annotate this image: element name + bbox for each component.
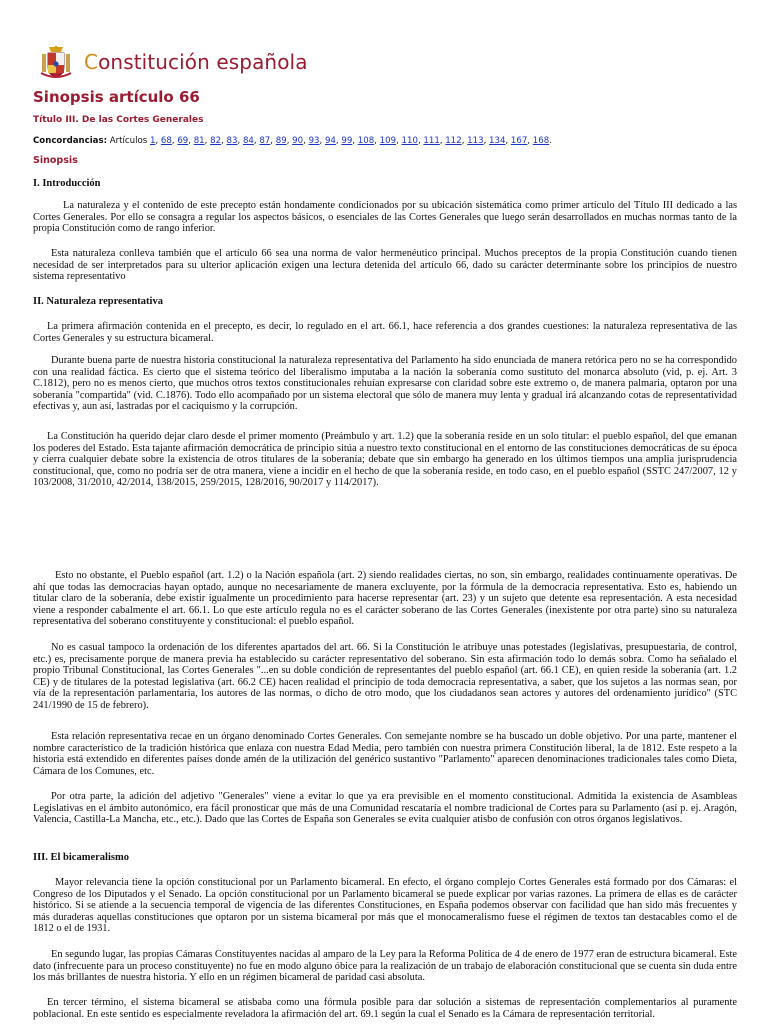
article-link[interactable]: 113 — [467, 136, 484, 146]
page-title: Sinopsis artículo 66 — [33, 88, 200, 106]
article-link[interactable]: 99 — [341, 136, 353, 146]
concordancias-line: Concordancias: Artículos 1, 68, 69, 81, 82, 83, 84, 87, 89, 90, 93, 94, 99, 108, 109, 110, 111, 112, 113, 134, 167, 168. — [33, 136, 552, 146]
article-link[interactable]: 82 — [210, 136, 222, 146]
article-link[interactable]: 68 — [160, 136, 172, 146]
section-heading: III. El bicameralismo — [33, 852, 129, 863]
paragraph: La primera afirmación contenida en el precepto, es decir, lo regulado en el art. 66.1, hace referencia a dos grandes cuestiones: la naturaleza representativa de las Cortes Generales y su estructura bicameral. — [33, 321, 737, 344]
article-link[interactable]: 69 — [177, 136, 189, 146]
paragraph: Por otra parte, la adición del adjetivo "Generales" viene a evitar lo que ya era previsible en el momento constitucional. Admitida la existencia de Asambleas Legislativas en el ámbito autonómico, era fácil pronosticar que más de una Comunidad rescataría el nombre tradicional de Cortes para su Parlamento (así p. ej. Aragón, Valencia, Castilla-La Mancha, etc., etc.). Dado que las Cortes de España son Generales se evita cualquier atisbo de confusión con otros órganos legislativos. — [33, 791, 737, 826]
paragraph: En tercer término, el sistema bicameral se atisbaba como una fórmula posible para dar solución a sistemas de representación complementarios al puramente poblacional. En este sentido es especialmente reveladora la afirmación del art. 69.1 según la cual el Senado es la Cámara de representación territorial. — [33, 997, 737, 1020]
article-link[interactable]: 93 — [308, 136, 320, 146]
article-link[interactable]: 87 — [259, 136, 271, 146]
paragraph: Esto no obstante, el Pueblo español (art. 1.2) o la Nación española (art. 2) siendo realidades ciertas, no son, sin embargo, realidades continuamente operativas. De ahí que todas las democracias hayan optado, aunque no necesariamente de manera excluyente, por la fórmula de la democracia representativa. Esto es, habiendo un titular claro de la soberanía, debe existir igualmente un procedimiento para hacerse representar (art. 23) y un sujeto que detente esa representación. A esta necesidad viene a responder cabalmente el art. 66.1. Lo que este artículo regula no es el carácter soberano de las Cortes Generales (inexistente por otra parte) sino su naturaleza representativa del soberano constituyente y constitucional: el pueblo español. — [33, 570, 737, 628]
article-link[interactable]: 109 — [379, 136, 397, 146]
paragraph: Esta naturaleza conlleva también que el artículo 66 sea una norma de valor hermenéutico principal. Muchos preceptos de la propia Constitución cuando tienen necesidad de ser interpretados para su ulterior aplicación exigen una lectura detenida del artículo 66, dado su carácter determinante sobre los principios de nuestro sistema representativo — [33, 248, 737, 283]
article-link[interactable]: 89 — [275, 136, 287, 146]
article-link[interactable]: 112 — [445, 136, 462, 146]
article-link[interactable]: 1 — [149, 136, 156, 146]
article-link[interactable]: 168 — [532, 136, 550, 146]
paragraph: Mayor relevancia tiene la opción constitucional por un Parlamento bicameral. En efecto, el órgano complejo Cortes Generales está formado por dos Cámaras: el Congreso de los Diputados y el Senado. La opción constitucional por un Parlamento bicameral se puede explicar por varias razones. La primera de ellas es de carácter histórico. Si se atiende a la secuencia temporal de vigencia de las diferentes Constituciones, en España podemos observar con facilidad que han sido más frecuentes y más duraderas aquellas constituciones que optaron por un sistema bicameral por más que el monocameralismo fuese el régimen de textos tan destacables como el de 1812 o el de 1931. — [33, 877, 737, 935]
article-link[interactable]: 110 — [401, 136, 418, 146]
titulo-link[interactable]: Título III. De las Cortes Generales — [33, 115, 204, 125]
paragraph: En segundo lugar, las propias Cámaras Constituyentes nacidas al amparo de la Ley para la Reforma Política de 4 de enero de 1977 eran de estructura bicameral. Este dato (infrecuente para un proceso constituyente) no fue en modo alguno óbice para la realización de un trabajo de elaboración constitucional que se cuenta sin duda entre los más brillantes de nuestra historia. Y ello en un régimen bicameral de paridad casi absoluta. — [33, 949, 737, 984]
section-heading: II. Naturaleza representativa — [33, 296, 163, 307]
paragraph: Esta relación representativa recae en un órgano denominado Cortes Generales. Con semejante nombre se ha buscado un doble objetivo. Por una parte, mantener el nombre característico de la tradición histórica que enlaza con nuestra Edad Media, pero también con nuestra primera Constitución liberal, la de 1812. Este respeto a la historia está extendido en diferentes países donde amén de la utilización del genérico sustantivo "Parlamento" aparecen denominaciones tradicionales tales como Dieta, Cámara de los Comunes, etc. — [33, 731, 737, 777]
article-link[interactable]: 167 — [510, 136, 528, 146]
coat-of-arms-icon — [40, 45, 72, 79]
article-link[interactable]: 108 — [357, 136, 375, 146]
section-heading: I. Introducción — [33, 178, 101, 189]
article-link[interactable]: 134 — [489, 136, 506, 146]
site-header — [40, 44, 308, 80]
concordancias-label: Concordancias: — [33, 136, 108, 146]
article-link[interactable]: 94 — [324, 136, 336, 146]
paragraph: La naturaleza y el contenido de este precepto están hondamente condicionados por su ubicación sistemática como primer artículo del Título III dedicado a las Cortes Generales. Por ello se consagra a regular los aspectos básicos, o esenciales de las Cortes Generales que luego serán desarrollados en muchas normas tanto de la propia Constitución como de rango inferior. — [33, 200, 737, 235]
article-link[interactable]: 84 — [242, 136, 254, 146]
sinopsis-label: Sinopsis — [33, 155, 78, 166]
article-link[interactable]: 111 — [423, 136, 440, 146]
articulos-label: Artículos — [107, 136, 150, 146]
paragraph: Durante buena parte de nuestra historia constitucional la naturaleza representativa del Parlamento ha sido enunciada de manera retórica pero no se ha correspondido con una realidad fáctica. Es cierto que el sistema teórico del liberalismo imputaba a la nación la soberanía como sustituto del monarca absoluto (vid, p. ej. Art. 3 C.1812), pero no es menos cierto, que muchos otros textos constitucionales rehuían expresarse con claridad sobre este extremo o, de manera palmaria, optaron por una soberanía "compartida" (vid. C.1876). Todo ello acompañado por un sistema electoral que sólo de manera muy lenta y gradual irá alcanzando cotas de representatividad efectivas y, aun así, lastradas por el caciquismo y la corrupción. — [33, 355, 737, 413]
paragraph: La Constitución ha querido dejar claro desde el primer momento (Preámbulo y art. 1.2) que la soberanía reside en un solo titular: el pueblo español, del que emanan los poderes del Estado. Esta tajante afirmación democrática de principio sitúa a nuestro texto constitucional en el entorno de las constituciones democráticas de su época y cierra cualquier debate sobre la existencia de otros titulares de la soberanía; debate que sin embargo ha generado en los últimos tiempos una amplia jurisprudencia constitucional, que, como no podría ser de otra manera, viene a incidir en el hecho de que la soberanía reside, en todo caso, en el pueblo español (SSTC 247/2007, 12 y 103/2008, 31/2010, 42/2014, 138/2015, 259/2015, 128/2016, 90/2017 y 114/2017). — [33, 431, 737, 489]
article-link[interactable]: 81 — [193, 136, 205, 146]
site-title[interactable]: Constitución española — [84, 50, 308, 74]
paragraph: No es casual tampoco la ordenación de los diferentes apartados del art. 66. Si la Constitución le atribuye unas potestades (legislativas, presupuestaria, de control, etc.) es, precisamente porque de manera previa ha establecido su carácter representativo del soberano. Sin esta afirmación todo lo demás sobra. Como ha señalado el propio Tribunal Constitucional, las Cortes Generales "...en su doble condición de representantes del pueblo español (art. 66.1 CE), en quien reside la soberanía (art. 1.2 CE) y de titulares de la potestad legislativa (art. 66.2 CE) hacen realidad el principio de toda democracia representativa, a saber, que los sujetos a las normas sean, por vía de la representación parlamentaria, los autores de las normas, o dicho de otro modo, que los ciudadanos sean actores y autores del ordenamiento jurídico" (STC 241/1990 de 15 de febrero). — [33, 642, 737, 711]
article-link[interactable]: 90 — [292, 136, 304, 146]
article-link[interactable]: 83 — [226, 136, 238, 146]
